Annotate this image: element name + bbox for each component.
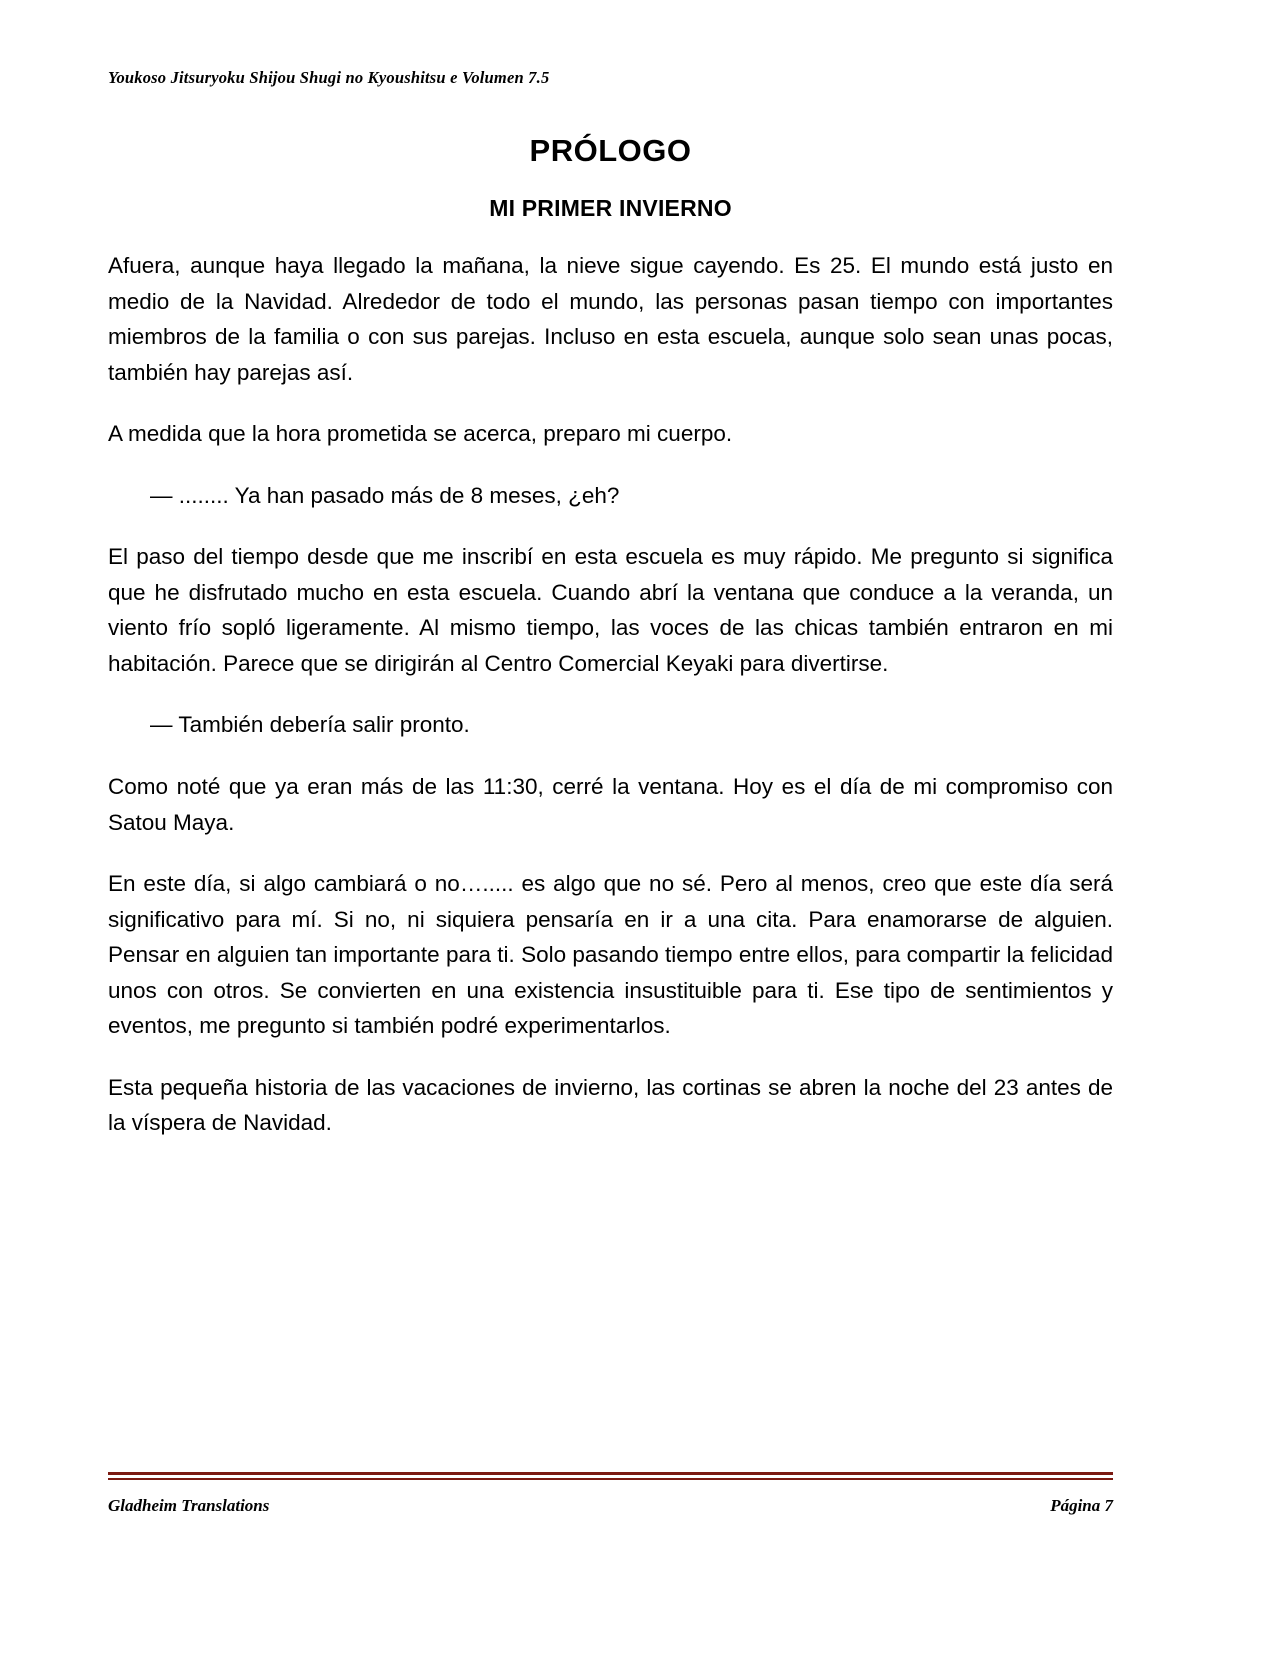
paragraph: Afuera, aunque haya llegado la mañana, la nieve sigue cayendo. Es 25. El mundo está justo en medio de la Navidad. Alrededor de todo el mundo, las personas pasan tiempo con importantes miembros de la familia o con sus parejas. Incluso en esta escuela, aunque solo sean unas pocas, también hay parejas así. — [108, 253, 1113, 385]
paragraph: Como noté que ya eran más de las 11:30, cerré la ventana. Hoy es el día de mi compromiso con Satou Maya. — [108, 774, 1113, 835]
paragraph: A medida que la hora prometida se acerca, preparo mi cuerpo. — [108, 421, 733, 447]
page-footer — [108, 1472, 1113, 1516]
page-content — [108, 0, 1113, 1141]
running-header: Youkoso Jitsuryoku Shijou Shugi no Kyoushitsu e Volumen 7.5 — [108, 68, 550, 87]
paragraph: El paso del tiempo desde que me inscribí en esta escuela es muy rápido. Me pregunto si significa que he disfrutado mucho en esta escuela. Cuando abrí la ventana que conduce a la veranda, un viento frío sopló ligeramente. Al mismo tiempo, las voces de las chicas también entraron en mi habitación. Parece que se dirigirán al Centro Comercial Keyaki para divertirse. — [108, 544, 1113, 676]
footer-divider-top — [108, 1472, 1113, 1475]
footer-row — [108, 1496, 1113, 1516]
dialog-line: — También debería salir pronto. — [150, 712, 470, 738]
page-subtitle: MI PRIMER INVIERNO — [489, 195, 732, 221]
dialog-line: — ........ Ya han pasado más de 8 meses, ¿eh? — [150, 482, 620, 508]
page-title: PRÓLOGO — [529, 133, 692, 168]
page-number: Página 7 — [1050, 1496, 1113, 1515]
paragraph: Esta pequeña historia de las vacaciones de invierno, las cortinas se abren la noche del 23 antes de la víspera de Navidad. — [108, 1074, 1113, 1136]
paragraph: En este día, si algo cambiará o no…..... es algo que no sé. Pero al menos, creo que este día será significativo para mí. Si no, ni siquiera pensaría en ir a una cita. Para enamorarse de alguien. Pensar en alguien tan importante para ti. Solo pasando tiempo entre ellos, para compartir la felicidad unos con otros. Se convierten en una existencia insustituible para ti. Ese tipo de sentimientos y eventos, me pregunto si también podré experimentarlos. — [108, 871, 1113, 1039]
footer-divider-bottom — [108, 1478, 1113, 1480]
footer-credit: Gladheim Translations — [108, 1496, 270, 1515]
